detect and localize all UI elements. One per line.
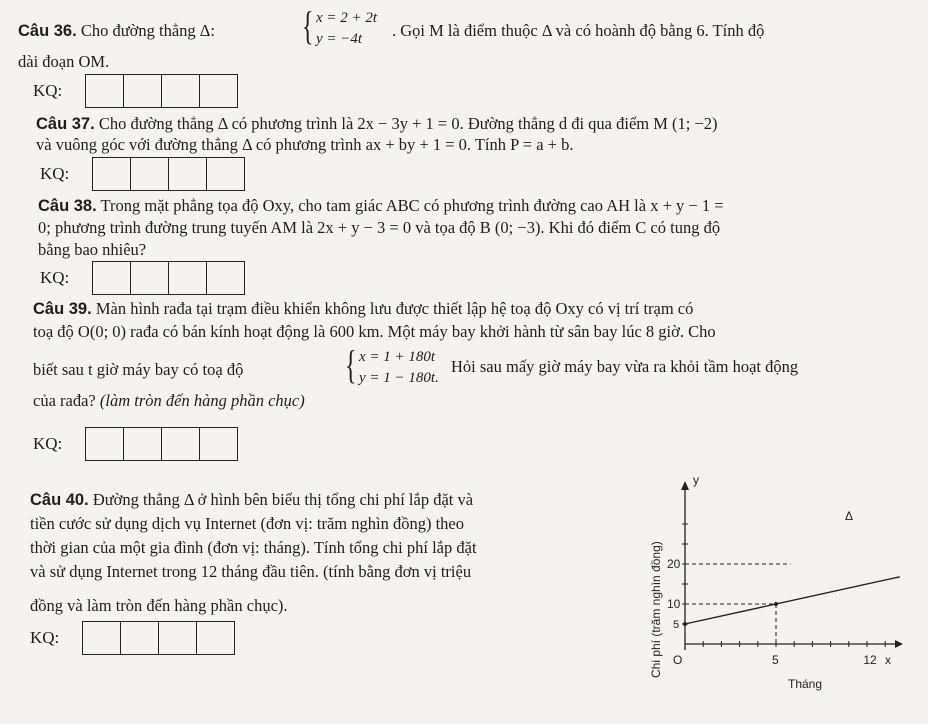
- q37-line1: [36, 114, 718, 134]
- q40-text1: Đường thẳng Δ ở hình bên biểu thị tổng chi phí lắp đặt và: [92, 490, 474, 509]
- answer-box[interactable]: [207, 262, 244, 294]
- q39-label: Câu 39.: [33, 300, 92, 318]
- q40-answer: [30, 621, 235, 655]
- q38-text2: 0; phương trình đường trung tuyến AM là 2x + y − 3 = 0 và tọa độ B (0; −3). Khi đó điểm C có tung độ: [38, 218, 721, 237]
- kq-label: KQ:: [40, 268, 70, 287]
- q40-text4: và sử dụng Internet trong 12 tháng đầu tiên. (tính bằng đơn vị triệu: [30, 562, 472, 581]
- y-axis-arrow: [681, 481, 689, 490]
- answer-boxes[interactable]: [85, 427, 238, 461]
- answer-box[interactable]: [197, 622, 234, 654]
- kq-label: KQ:: [33, 81, 63, 100]
- answer-boxes[interactable]: [85, 74, 238, 108]
- answer-box[interactable]: [162, 75, 200, 107]
- x-tick-label-12: 12: [863, 653, 877, 667]
- y-tick-label-5: 5: [673, 619, 680, 631]
- x-axis-title: Tháng: [788, 677, 823, 691]
- answer-box[interactable]: [93, 262, 131, 294]
- q39-text5b: (làm tròn đến hàng phần chục): [99, 391, 305, 410]
- kq-label: KQ:: [40, 164, 70, 183]
- q39-text2: toạ độ O(0; 0) rađa có bán kính hoạt động là 600 km. Một máy bay khởi hành từ sân bay lúc 8 giờ. Cho: [33, 322, 716, 341]
- q37-answer: [40, 157, 245, 191]
- answer-box[interactable]: [124, 75, 162, 107]
- answer-box[interactable]: [121, 622, 159, 654]
- x-tick-label-x: x: [885, 653, 891, 667]
- q40-label: Câu 40.: [30, 491, 89, 509]
- q39-text4: Hỏi sau mấy giờ máy bay vừa ra khỏi tầm hoạt động: [451, 357, 799, 376]
- answer-box[interactable]: [169, 262, 207, 294]
- q39-line5: [33, 391, 305, 411]
- q36-line1: [18, 21, 215, 41]
- q40-text3: thời gian của một gia đình (đơn vị: tháng). Tính tổng chi phí lắp đặt: [30, 538, 477, 557]
- kq-label: KQ:: [33, 434, 63, 453]
- q39-eq2: y = 1 − 180t.: [359, 370, 439, 386]
- kq-label: KQ:: [30, 628, 60, 647]
- x-axis-arrow: [895, 640, 903, 648]
- answer-box[interactable]: [200, 75, 237, 107]
- q36-text2: . Gọi M là điểm thuộc Δ và có hoành độ bằng 6. Tính độ: [392, 21, 765, 40]
- point-0-5: [683, 622, 687, 626]
- x-tick-label-5: 5: [772, 653, 779, 667]
- answer-boxes[interactable]: [92, 157, 245, 191]
- q38-text1: Trong mặt phẳng tọa độ Oxy, cho tam giác ABC có phương trình đường cao AH là x + y − 1 =: [100, 196, 724, 215]
- delta-label: Δ: [845, 509, 854, 523]
- q37-text2: và vuông góc với đường thẳng Δ có phương trình ax + by + 1 = 0. Tính P = a + b.: [36, 135, 574, 154]
- q39-answer: [33, 427, 238, 461]
- q37-label: Câu 37.: [36, 115, 95, 133]
- q38-answer: [40, 261, 245, 295]
- answer-box[interactable]: [83, 622, 121, 654]
- point-5-10: [774, 602, 778, 606]
- q39-text3: biết sau t giờ máy bay có toạ độ: [33, 360, 244, 379]
- q38-label: Câu 38.: [38, 197, 97, 215]
- answer-box[interactable]: [124, 428, 162, 460]
- q38-text3: bằng bao nhiêu?: [38, 240, 147, 259]
- x-tick-label-origin: O: [673, 653, 683, 667]
- answer-box[interactable]: [93, 158, 131, 190]
- answer-box[interactable]: [162, 428, 200, 460]
- answer-boxes[interactable]: [92, 261, 245, 295]
- y-tick-label-y: y: [693, 476, 699, 487]
- q36-eq2: y = −4t: [316, 31, 363, 47]
- answer-box[interactable]: [207, 158, 244, 190]
- q36-text3: dài đoạn OM.: [18, 52, 110, 71]
- q36-text1: Cho đường thẳng Δ:: [80, 21, 215, 40]
- y-tick-label-10: 10: [667, 597, 681, 611]
- q40-text2: tiền cước sử dụng dịch vụ Internet (đơn vị: trăm nghìn đồng) theo: [30, 514, 464, 533]
- delta-line: [685, 577, 900, 624]
- q37-text1: Cho đường thẳng Δ có phương trình là 2x − 3y + 1 = 0. Đường thẳng d đi qua điểm M (1; −2): [98, 114, 718, 133]
- answer-box[interactable]: [131, 158, 169, 190]
- q36-label: Câu 36.: [18, 22, 77, 40]
- answer-box[interactable]: [200, 428, 237, 460]
- q40-line1: [30, 490, 473, 510]
- answer-box[interactable]: [159, 622, 197, 654]
- answer-box[interactable]: [131, 262, 169, 294]
- cost-chart: [630, 476, 920, 716]
- q40-text5: đồng và làm tròn đến hàng phần chục).: [30, 596, 288, 615]
- answer-box[interactable]: [86, 428, 124, 460]
- q36-eq1: x = 2 + 2t: [316, 10, 378, 26]
- q36-answer: [33, 74, 238, 108]
- q39-text1: Màn hình rađa tại trạm điều khiển không lưu được thiết lập hệ toạ độ Oxy có vị trí trạm có: [95, 299, 694, 318]
- y-axis-title: Chi phí (trăm nghìn đồng): [649, 541, 663, 678]
- q39-eq1: x = 1 + 180t: [359, 349, 436, 365]
- answer-box[interactable]: [169, 158, 207, 190]
- y-tick-label-20: 20: [667, 557, 681, 571]
- answer-box[interactable]: [86, 75, 124, 107]
- q38-line1: [38, 196, 724, 216]
- answer-boxes[interactable]: [82, 621, 235, 655]
- q39-text5a: của rađa?: [33, 391, 96, 410]
- q39-line1: [33, 299, 693, 319]
